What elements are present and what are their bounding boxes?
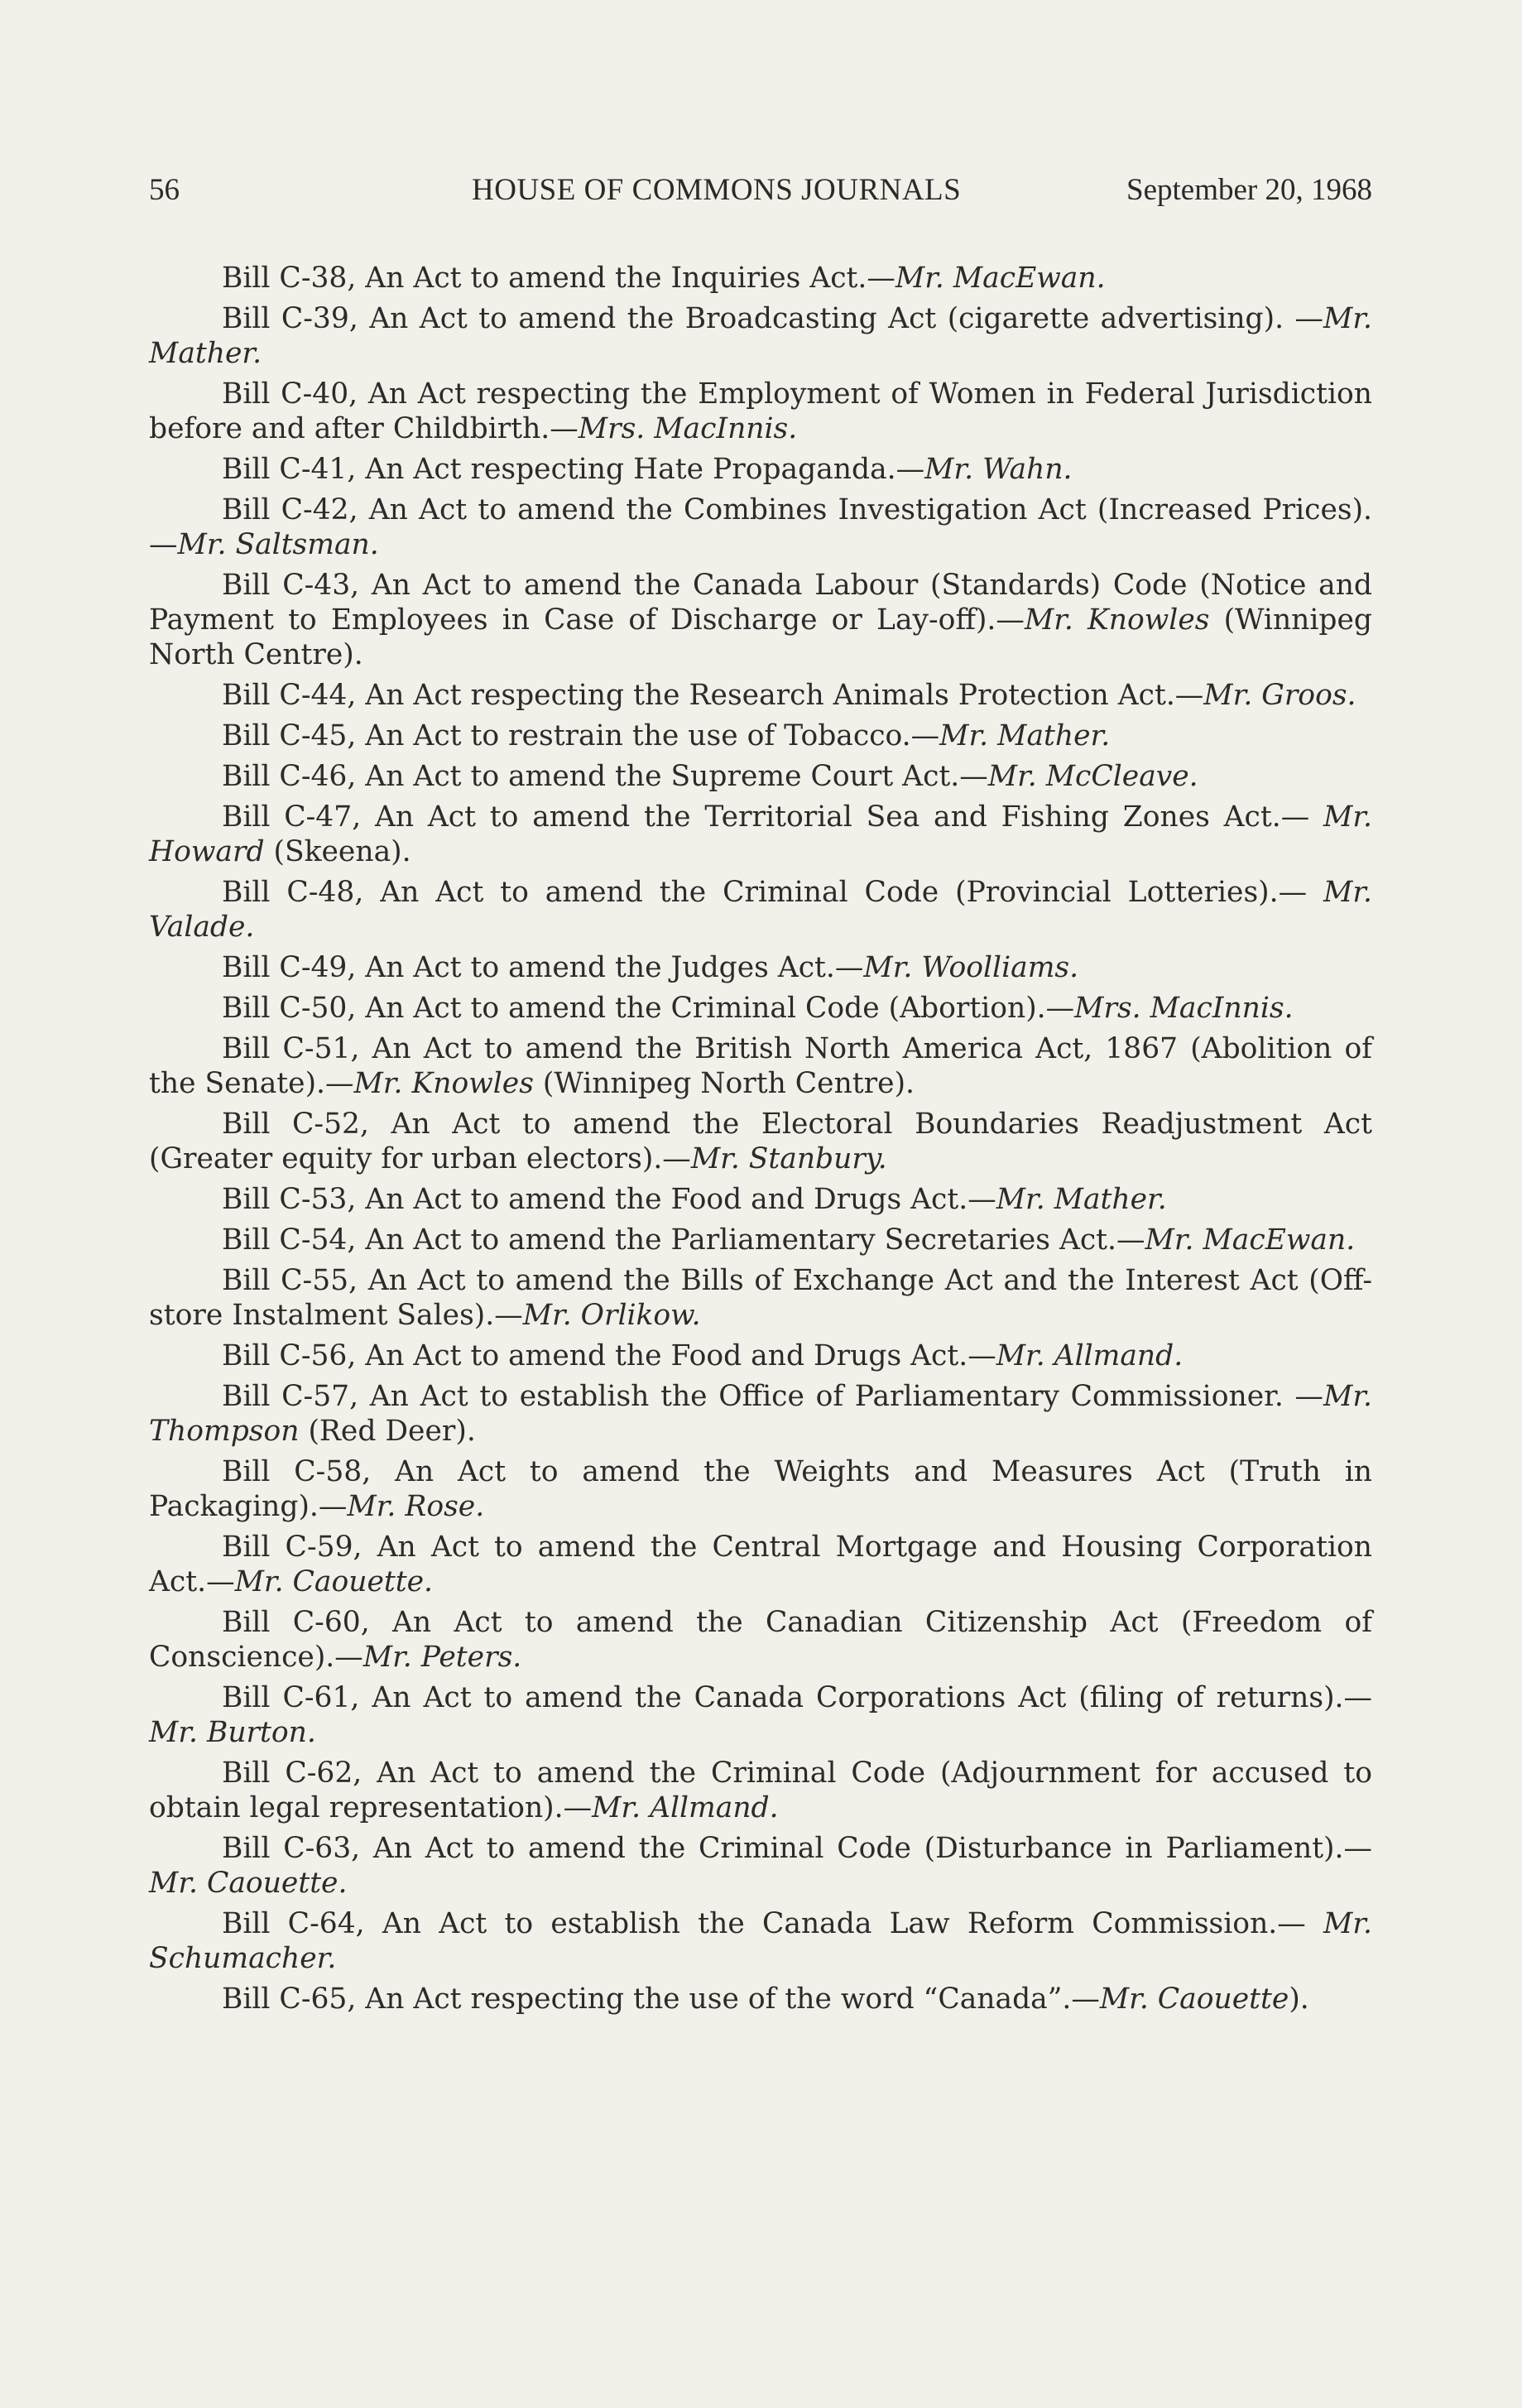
bill-title: Bill C-49, An Act to amend the Judges Act.— [222,951,864,984]
bill-sponsor: Mr. MacEwan. [1145,1223,1356,1257]
bill-sponsor: Mr. Caouette [1099,1983,1289,2016]
bill-riding: (Winnipeg North Centre). [149,603,1373,671]
bill-entry [149,1906,1372,1976]
bill-title: Bill C-50, An Act to amend the Criminal Code (Abortion).— [222,992,1075,1025]
bill-title: Bill C-55, An Act to amend the Bills of Exchange Act and the Interest Act (Off-store Instalment Sales).— [149,1264,1372,1332]
bill-sponsor: Mr. MacEwan. [895,262,1106,295]
bill-entry [149,1680,1372,1750]
bill-title: Bill C-38, An Act to amend the Inquiries Act.— [222,262,895,295]
bill-sponsor: Mr. Orlikow. [522,1299,701,1332]
bill-title: Bill C-52, An Act to amend the Electoral Boundaries Readjustment Act (Greater equity for urban electors).— [149,1108,1372,1175]
bill-sponsor: Mr. Peters. [362,1641,522,1674]
bill-entry [149,452,1372,487]
bill-sponsor: Mr. Allmand. [996,1339,1184,1372]
bill-sponsor: Mr. Mather. [939,719,1111,752]
bill-sponsor: Mr. Schumacher. [149,1907,1372,1975]
bill-entry [149,493,1372,562]
bill-sponsor: Mr. Mather. [149,302,1372,370]
bill-entry [149,759,1372,794]
bill-sponsor: Mr. Valade. [149,876,1372,944]
bill-entry [149,1031,1372,1101]
bill-title: Bill C-53, An Act to amend the Food and Drugs Act.— [222,1183,996,1216]
bill-sponsor: Mr. McCleave. [987,760,1198,793]
bill-entry [149,1107,1372,1176]
bill-entry [149,1339,1372,1373]
page-number: 56 [149,173,180,207]
bill-title: Bill C-45, An Act to restrain the use of Tobacco.— [222,719,940,752]
bill-title: Bill C-59, An Act to amend the Central Mortgage and Housing Corporation Act.— [149,1531,1372,1598]
bill-entry [149,950,1372,985]
bill-entry [149,1605,1372,1675]
bill-title: Bill C-48, An Act to amend the Criminal Code (Provincial Lotteries).— [222,876,1323,909]
bill-entry [149,301,1372,371]
bill-title: Bill C-58, An Act to amend the Weights and Measures Act (Truth in Packaging).— [149,1455,1372,1523]
bill-sponsor: Mr. Mather. [996,1183,1167,1216]
bill-entry [149,377,1372,446]
journal-title: HOUSE OF COMMONS JOURNALS [472,173,962,207]
bill-title: Bill C-41, An Act respecting Hate Propaganda.— [222,453,925,486]
bill-title: Bill C-40, An Act respecting the Employment of Women in Federal Jurisdiction before and after Childbirth.— [149,377,1372,445]
bill-entry [149,1831,1372,1901]
bill-entry [149,991,1372,1026]
bill-entry [149,1379,1372,1449]
bill-title: Bill C-47, An Act to amend the Territorial Sea and Fishing Zones Act.— [222,800,1323,834]
bill-entry [149,875,1372,944]
bill-entry [149,678,1372,713]
bill-sponsor: Mr. Knowles [353,1067,534,1100]
bill-title: Bill C-51, An Act to amend the British North America Act, 1867 (Abolition of the Senate).— [149,1032,1372,1100]
bill-riding: (Red Deer). [299,1415,476,1448]
bill-entry [149,568,1372,672]
bill-entry [149,1530,1372,1599]
bill-entry [149,719,1372,753]
bill-riding: (Skeena). [264,835,411,868]
bill-sponsor: Mr. Caouette. [234,1565,434,1598]
bill-entry [149,1263,1372,1333]
bill-sponsor: Mrs. MacInnis. [578,412,798,445]
bill-entry [149,1756,1372,1825]
bill-title: Bill C-65, An Act respecting the use of the word “Canada”.— [222,1983,1100,2016]
bill-sponsor: Mr. Wahn. [924,453,1073,486]
bill-list [149,261,1372,2022]
bill-title: Bill C-63, An Act to amend the Criminal Code (Disturbance in Parliament).— [222,1832,1372,1865]
bill-title: Bill C-46, An Act to amend the Supreme Court Act.— [222,760,988,793]
bill-entry [149,1982,1372,2016]
bill-sponsor: Mr. Allmand. [592,1791,779,1824]
bill-title: Bill C-56, An Act to amend the Food and Drugs Act.— [222,1339,996,1372]
bill-sponsor: Mr. Stanbury. [690,1142,887,1175]
bill-title: Bill C-54, An Act to amend the Parliamentary Secretaries Act.— [222,1223,1145,1257]
bill-sponsor: Mr. Burton. [149,1716,316,1749]
page-header [149,172,1372,214]
bill-entry [149,1454,1372,1524]
bill-entry [149,800,1372,869]
bill-sponsor: Mr. Groos. [1203,679,1356,712]
bill-title: Bill C-61, An Act to amend the Canada Corporations Act (filing of returns).— [222,1681,1372,1714]
bill-title: Bill C-42, An Act to amend the Combines Investigation Act (Increased Prices).— [149,493,1372,561]
bill-riding: ). [1289,1983,1309,2016]
bill-title: Bill C-62, An Act to amend the Criminal Code (Adjournment for accused to obtain legal representation).— [149,1757,1372,1824]
bill-entry [149,261,1372,296]
bill-entry [149,1223,1372,1257]
bill-riding: (Winnipeg North Centre). [533,1067,915,1100]
bill-sponsor: Mr. Rose. [347,1490,485,1523]
bill-sponsor: Mr. Woolliams. [863,951,1079,984]
bill-sponsor: Mr. Thompson [149,1380,1372,1448]
bill-title: Bill C-43, An Act to amend the Canada Labour (Standards) Code (Notice and Payment to Employees in Case of Discharge or Lay-off).— [149,569,1372,637]
bill-sponsor: Mr. Saltsman. [177,528,379,561]
bill-entry [149,1182,1372,1217]
bill-sponsor: Mr. Knowles [1024,603,1210,637]
journal-date: September 20, 1968 [1126,173,1372,207]
bill-title: Bill C-57, An Act to establish the Office of Parliamentary Commissioner. — [222,1380,1323,1413]
bill-sponsor: Mr. Howard [149,800,1372,868]
bill-title: Bill C-39, An Act to amend the Broadcasting Act (cigarette advertising). — [222,302,1323,335]
bill-sponsor: Mrs. MacInnis. [1074,992,1294,1025]
bill-sponsor: Mr. Caouette. [149,1867,348,1900]
bill-title: Bill C-60, An Act to amend the Canadian Citizenship Act (Freedom of Conscience).— [149,1606,1372,1674]
bill-title: Bill C-64, An Act to establish the Canada Law Reform Commission.— [222,1907,1323,1940]
bill-title: Bill C-44, An Act respecting the Research Animals Protection Act.— [222,679,1204,712]
